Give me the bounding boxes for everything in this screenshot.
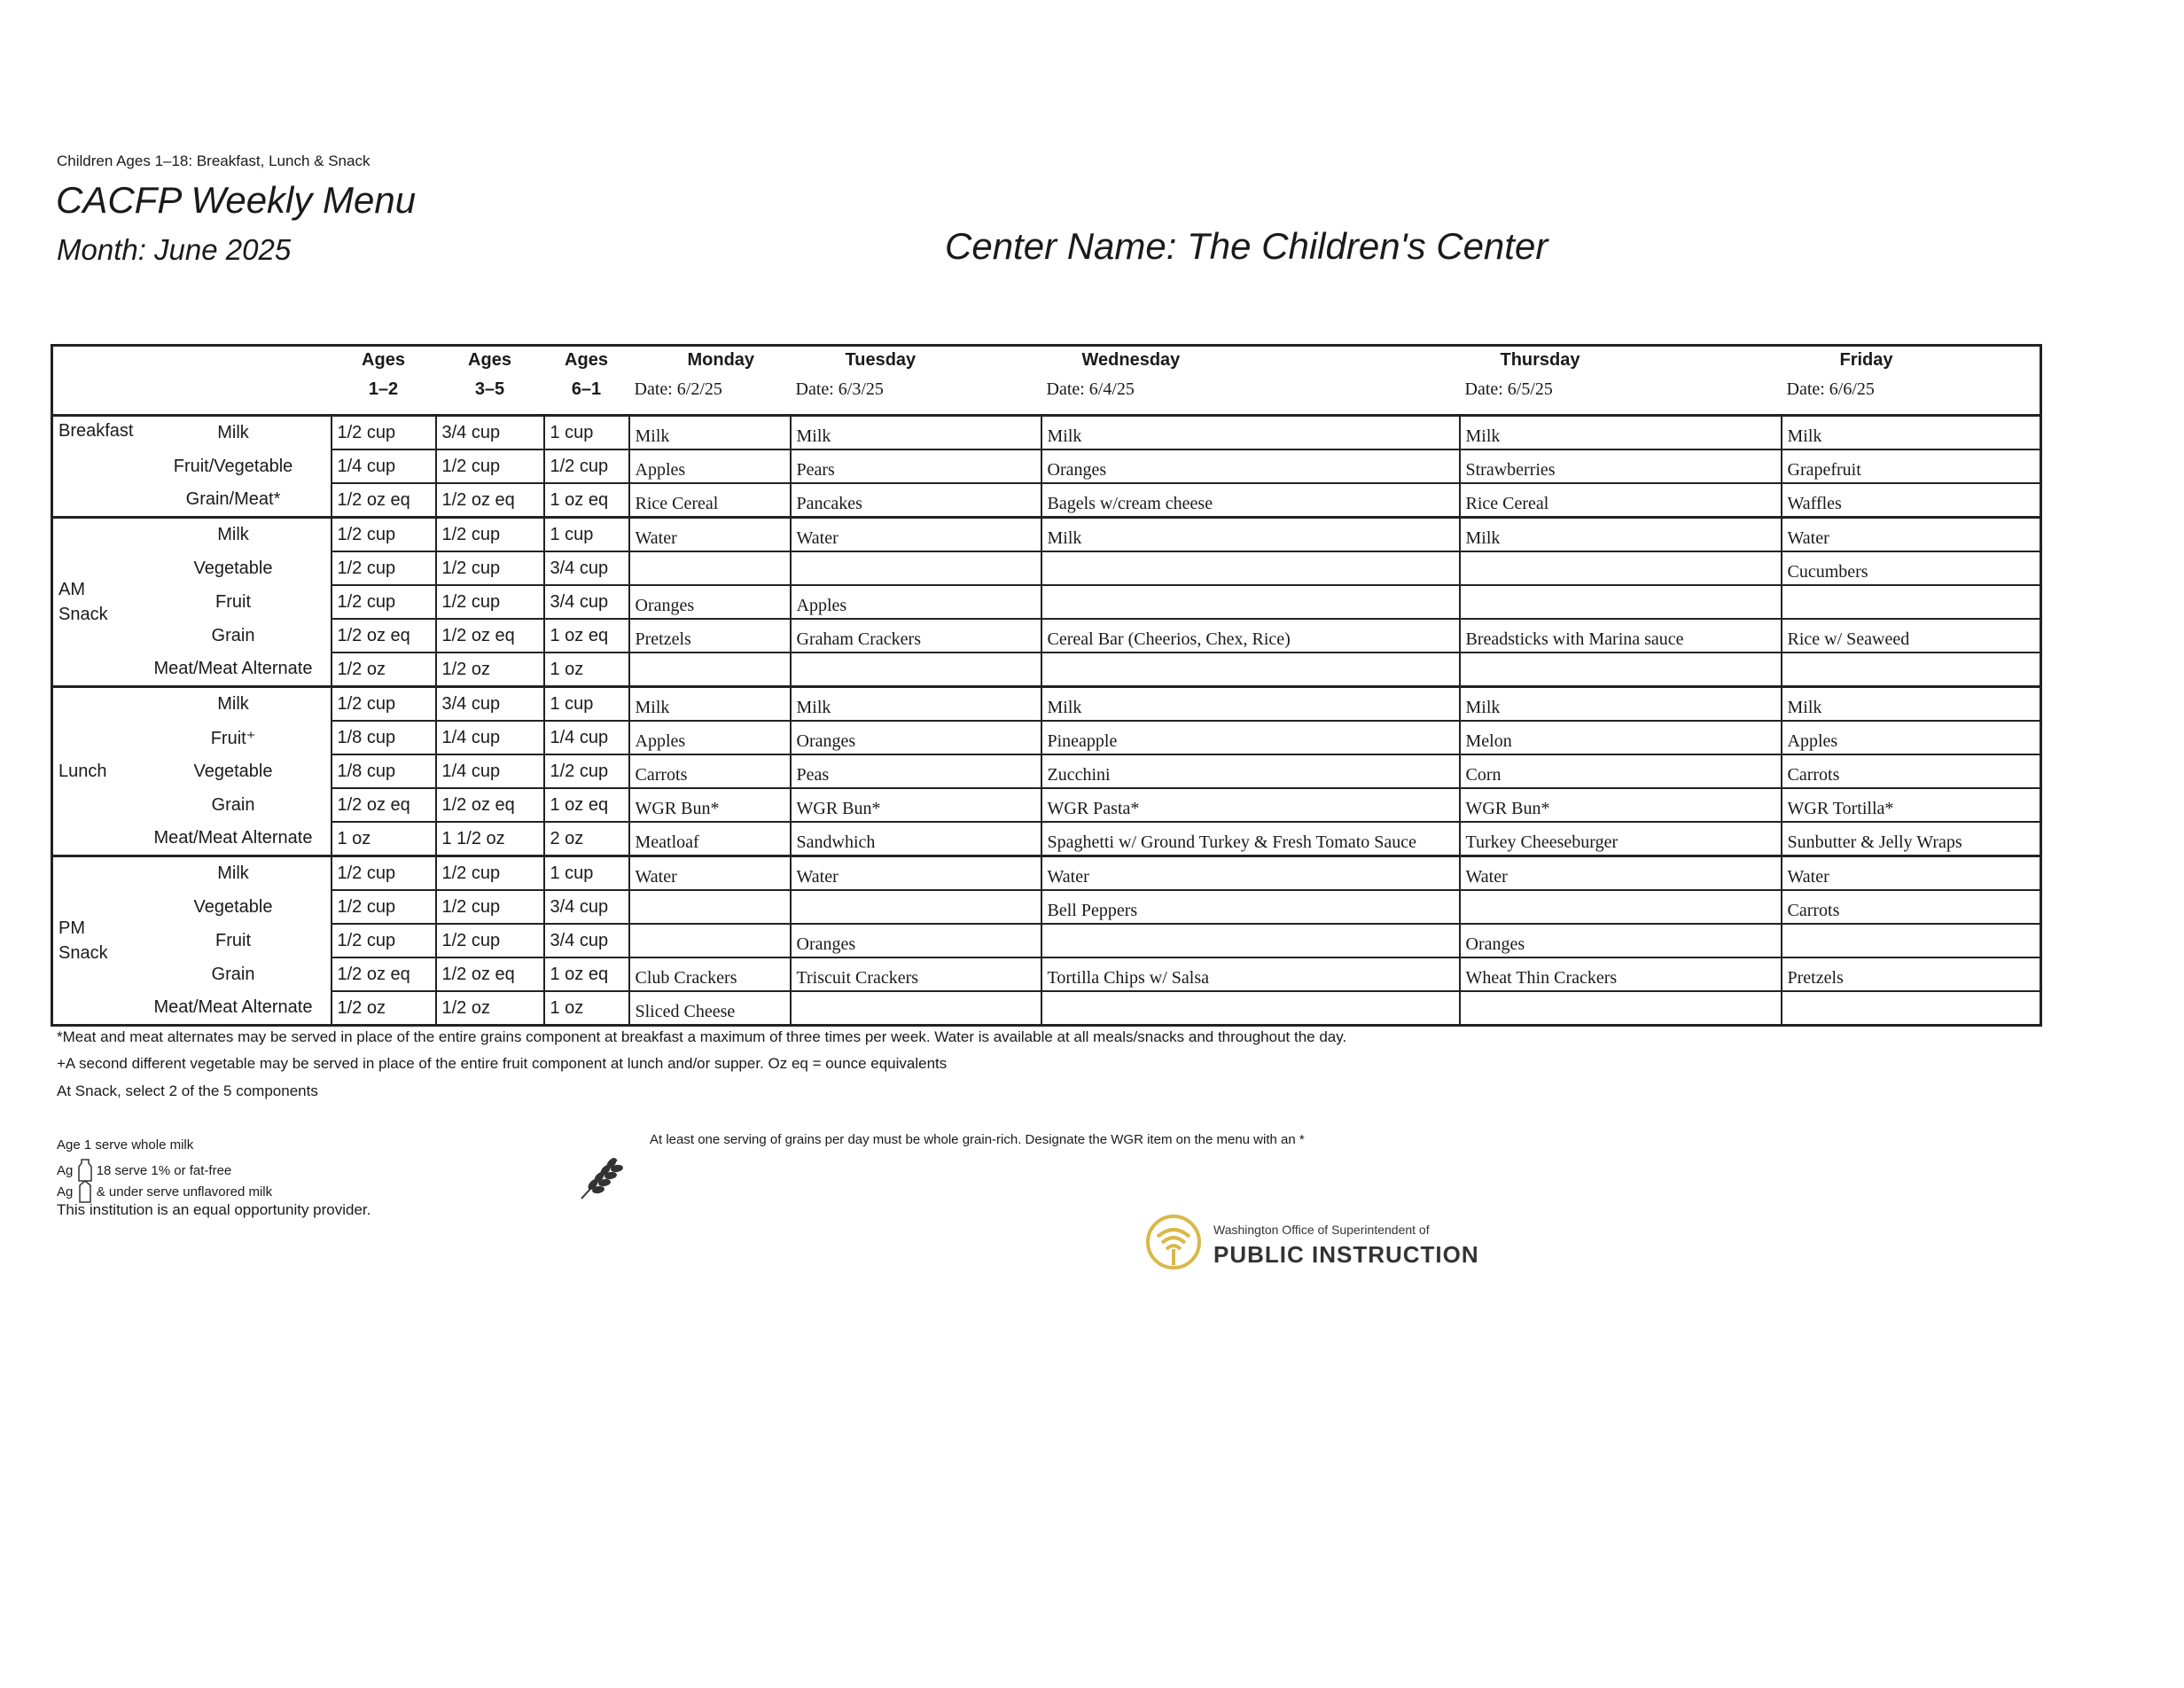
portion-cell: 1 oz eq xyxy=(544,483,629,518)
portion-cell: 1 cup xyxy=(544,518,629,552)
note-second-vegetable: +A second different vegetable may be served in place of the entire fruit component at lunch and/or supper. Oz eq = ounce equivalents xyxy=(57,1055,948,1072)
menu-item-cell xyxy=(1041,924,1460,957)
portion-cell: 1/2 cup xyxy=(332,687,436,722)
milk-note-age2: Ag 18 serve 1% or fat-free xyxy=(57,1159,231,1182)
subtitle: Children Ages 1–18: Breakfast, Lunch & Snack xyxy=(57,152,370,169)
menu-item-cell xyxy=(629,924,791,957)
portion-cell: 1 oz xyxy=(332,822,436,856)
table-row xyxy=(52,585,2041,619)
portion-cell: 1/2 cup xyxy=(332,585,436,619)
menu-item-cell: Waffles xyxy=(1782,483,2041,518)
menu-item-cell: WGR Bun* xyxy=(629,788,791,822)
portion-cell: 1/2 oz xyxy=(436,991,544,1026)
menu-item-cell xyxy=(1782,653,2041,687)
menu-item-cell: Oranges xyxy=(791,721,1041,754)
menu-item-cell: Triscuit Crackers xyxy=(791,957,1041,991)
table-row xyxy=(52,924,2041,957)
milk-note-age1: Age 1 serve whole milk xyxy=(57,1137,194,1153)
component-label: Fruit xyxy=(136,585,332,619)
menu-item-cell: Water xyxy=(791,856,1041,891)
milk-note-age3: Ag & under serve unflavored milk xyxy=(57,1180,272,1203)
menu-item-cell: Water xyxy=(1460,856,1782,891)
menu-table xyxy=(51,344,2042,1027)
menu-item-cell: Pretzels xyxy=(629,619,791,653)
menu-item-cell xyxy=(1460,991,1782,1026)
portion-cell: 2 oz xyxy=(544,822,629,856)
month-label: Month: June 2025 xyxy=(57,233,292,266)
portion-cell: 1/2 oz eq xyxy=(436,957,544,991)
equal-opportunity-note: This institution is an equal opportunity provider. xyxy=(57,1201,371,1218)
menu-item-cell: Club Crackers xyxy=(629,957,791,991)
menu-item-cell: Milk xyxy=(1041,687,1460,722)
menu-item-cell: Zucchini xyxy=(1041,754,1460,788)
portion-cell: 1 oz eq xyxy=(544,957,629,991)
menu-item-cell: Milk xyxy=(791,687,1041,722)
age-header: Ages 6–1 xyxy=(565,350,608,399)
menu-item-cell xyxy=(791,991,1041,1026)
menu-item-cell: WGR Pasta* xyxy=(1041,788,1460,822)
menu-item-cell: Oranges xyxy=(1041,449,1460,483)
menu-item-cell: Pears xyxy=(791,449,1041,483)
portion-cell: 1 1/2 oz xyxy=(436,822,544,856)
menu-item-cell: Milk xyxy=(629,416,791,450)
table-row xyxy=(52,653,2041,687)
portion-cell: 3/4 cup xyxy=(436,687,544,722)
table-row xyxy=(52,416,2041,450)
menu-item-cell: Water xyxy=(1782,518,2041,552)
menu-item-cell xyxy=(1782,924,2041,957)
portion-cell: 3/4 cup xyxy=(544,551,629,585)
portion-cell: 1 oz xyxy=(544,991,629,1026)
table-row xyxy=(52,449,2041,483)
menu-item-cell: Spaghetti w/ Ground Turkey & Fresh Tomato Sauce xyxy=(1041,822,1460,856)
menu-item-cell: Sliced Cheese xyxy=(629,991,791,1026)
menu-item-cell: Strawberries xyxy=(1460,449,1782,483)
menu-item-cell: Oranges xyxy=(1460,924,1782,957)
component-label: Meat/Meat Alternate xyxy=(136,991,332,1026)
portion-cell: 1/2 cup xyxy=(544,449,629,483)
table-header-row xyxy=(52,346,2041,416)
portion-cell: 1/2 cup xyxy=(332,924,436,957)
component-label: Meat/Meat Alternate xyxy=(136,822,332,856)
component-label: Vegetable xyxy=(136,754,332,788)
menu-item-cell: Water xyxy=(629,518,791,552)
table-row xyxy=(52,721,2041,754)
portion-cell: 1/2 cup xyxy=(332,518,436,552)
portion-cell: 1/2 cup xyxy=(436,585,544,619)
portion-cell: 1/2 cup xyxy=(436,449,544,483)
milk-carton-icon xyxy=(77,1180,93,1203)
portion-cell: 1/2 oz eq xyxy=(436,788,544,822)
portion-cell: 1/2 oz eq xyxy=(436,483,544,518)
menu-item-cell: Pineapple xyxy=(1041,721,1460,754)
menu-item-cell: Apples xyxy=(629,449,791,483)
wheat-icon xyxy=(576,1153,626,1202)
note-meat-alternate: *Meat and meat alternates may be served in place of the entire grains component at breakfast a maximum of three times per week. Water is available at all meals/snacks and throughout the day. xyxy=(57,1028,1347,1045)
menu-item-cell: Milk xyxy=(1460,518,1782,552)
menu-item-cell: Rice w/ Seaweed xyxy=(1782,619,2041,653)
portion-cell: 1/2 oz xyxy=(332,653,436,687)
portion-cell: 1 cup xyxy=(544,416,629,450)
portion-cell: 1/2 cup xyxy=(332,551,436,585)
menu-item-cell: Tortilla Chips w/ Salsa xyxy=(1041,957,1460,991)
table-row xyxy=(52,483,2041,518)
milk-bottle-icon xyxy=(77,1159,93,1182)
portion-cell: 1/2 cup xyxy=(544,754,629,788)
menu-item-cell: Milk xyxy=(1460,416,1782,450)
portion-cell: 3/4 cup xyxy=(544,890,629,924)
menu-item-cell: Apples xyxy=(791,585,1041,619)
menu-item-cell: Milk xyxy=(629,687,791,722)
portion-cell: 3/4 cup xyxy=(544,924,629,957)
portion-cell: 1/8 cup xyxy=(332,721,436,754)
portion-cell: 1/4 cup xyxy=(332,449,436,483)
portion-cell: 1/4 cup xyxy=(436,754,544,788)
portion-cell: 1/4 cup xyxy=(436,721,544,754)
portion-cell: 1 cup xyxy=(544,687,629,722)
component-label: Milk xyxy=(136,416,332,450)
table-row xyxy=(52,957,2041,991)
table-row xyxy=(52,619,2041,653)
menu-item-cell: Milk xyxy=(1460,687,1782,722)
table-row xyxy=(52,518,2041,552)
portion-cell: 1/2 cup xyxy=(436,924,544,957)
table-row xyxy=(52,687,2041,722)
menu-item-cell: Milk xyxy=(1041,518,1460,552)
menu-item-cell: Cereal Bar (Cheerios, Chex, Rice) xyxy=(1041,619,1460,653)
menu-item-cell xyxy=(1041,991,1460,1026)
age-header: Ages 1–2 xyxy=(362,350,405,399)
table-row xyxy=(52,754,2041,788)
day-header: Tuesday Date: 6/3/25 xyxy=(795,350,916,399)
menu-item-cell: Milk xyxy=(791,416,1041,450)
menu-item-cell xyxy=(1460,653,1782,687)
component-label: Milk xyxy=(136,856,332,891)
menu-item-cell xyxy=(1460,551,1782,585)
meal-label: PM Snack xyxy=(52,856,136,1026)
meal-label: AM Snack xyxy=(52,518,136,687)
page-title: CACFP Weekly Menu xyxy=(56,179,417,221)
menu-item-cell: Oranges xyxy=(791,924,1041,957)
menu-item-cell: Melon xyxy=(1460,721,1782,754)
ospi-logo-icon xyxy=(1145,1214,1202,1270)
menu-item-cell: Meatloaf xyxy=(629,822,791,856)
menu-item-cell: Carrots xyxy=(1782,890,2041,924)
portion-cell: 1/2 oz eq xyxy=(332,957,436,991)
menu-item-cell: Water xyxy=(1782,856,2041,891)
component-label: Fruit xyxy=(136,924,332,957)
portion-cell: 1/2 cup xyxy=(436,856,544,891)
portion-cell: 1/2 cup xyxy=(436,518,544,552)
menu-item-cell: Apples xyxy=(1782,721,2041,754)
component-label: Vegetable xyxy=(136,890,332,924)
component-label: Milk xyxy=(136,687,332,722)
portion-cell: 1/4 cup xyxy=(544,721,629,754)
menu-item-cell: Cucumbers xyxy=(1782,551,2041,585)
menu-item-cell: WGR Tortilla* xyxy=(1782,788,2041,822)
menu-item-cell xyxy=(791,551,1041,585)
menu-item-cell: Bell Peppers xyxy=(1041,890,1460,924)
menu-item-cell: Turkey Cheeseburger xyxy=(1460,822,1782,856)
menu-item-cell: Milk xyxy=(1782,416,2041,450)
portion-cell: 1 oz xyxy=(544,653,629,687)
portion-cell: 1/2 oz eq xyxy=(332,483,436,518)
component-label: Grain/Meat* xyxy=(136,483,332,518)
menu-item-cell: Wheat Thin Crackers xyxy=(1460,957,1782,991)
portion-cell: 3/4 cup xyxy=(544,585,629,619)
menu-item-cell: Carrots xyxy=(629,754,791,788)
portion-cell: 3/4 cup xyxy=(436,416,544,450)
component-label: Grain xyxy=(136,788,332,822)
day-header: Friday Date: 6/6/25 xyxy=(1786,350,1893,399)
whole-grain-note: At least one serving of grains per day must be whole grain-rich. Designate the WGR item on the menu with an * xyxy=(650,1132,1305,1147)
ospi-org-title: PUBLIC INSTRUCTION xyxy=(1213,1241,1479,1268)
menu-item-cell xyxy=(1782,991,2041,1026)
portion-cell: 1/2 oz eq xyxy=(332,619,436,653)
menu-item-cell: Carrots xyxy=(1782,754,2041,788)
age-header: Ages 3–5 xyxy=(468,350,511,399)
menu-item-cell: Water xyxy=(1041,856,1460,891)
menu-item-cell: Pancakes xyxy=(791,483,1041,518)
menu-item-cell xyxy=(1460,890,1782,924)
component-label: Grain xyxy=(136,619,332,653)
table-row xyxy=(52,551,2041,585)
menu-item-cell xyxy=(1041,585,1460,619)
day-header: Monday Date: 6/2/25 xyxy=(634,350,755,399)
menu-item-cell: Graham Crackers xyxy=(791,619,1041,653)
menu-item-cell xyxy=(791,653,1041,687)
table-row xyxy=(52,788,2041,822)
menu-item-cell xyxy=(629,653,791,687)
component-label: Fruit⁺ xyxy=(136,721,332,754)
menu-item-cell: Pretzels xyxy=(1782,957,2041,991)
portion-cell: 1 cup xyxy=(544,856,629,891)
menu-item-cell xyxy=(629,890,791,924)
menu-item-cell: Breadsticks with Marina sauce xyxy=(1460,619,1782,653)
component-label: Fruit/Vegetable xyxy=(136,449,332,483)
portion-cell: 1/2 cup xyxy=(436,551,544,585)
portion-cell: 1/2 cup xyxy=(332,416,436,450)
center-name: Center Name: The Children's Center xyxy=(945,225,1548,267)
menu-item-cell: Milk xyxy=(1782,687,2041,722)
portion-cell: 1/2 oz eq xyxy=(436,619,544,653)
table-row xyxy=(52,856,2041,891)
menu-item-cell: Sunbutter & Jelly Wraps xyxy=(1782,822,2041,856)
portion-cell: 1/8 cup xyxy=(332,754,436,788)
menu-item-cell xyxy=(1041,653,1460,687)
portion-cell: 1/2 cup xyxy=(332,856,436,891)
portion-cell: 1/2 oz xyxy=(332,991,436,1026)
menu-item-cell xyxy=(791,890,1041,924)
menu-item-cell: WGR Bun* xyxy=(1460,788,1782,822)
menu-item-cell xyxy=(629,551,791,585)
portion-cell: 1/2 cup xyxy=(332,890,436,924)
menu-item-cell: Corn xyxy=(1460,754,1782,788)
menu-item-cell: Rice Cereal xyxy=(629,483,791,518)
table-row xyxy=(52,991,2041,1026)
menu-item-cell: Bagels w/cream cheese xyxy=(1041,483,1460,518)
component-label: Grain xyxy=(136,957,332,991)
menu-item-cell xyxy=(1460,585,1782,619)
meal-label: Lunch xyxy=(52,687,136,856)
portion-cell: 1 oz eq xyxy=(544,619,629,653)
menu-item-cell xyxy=(1041,551,1460,585)
meal-label: Breakfast xyxy=(52,416,136,518)
day-header: Thursday Date: 6/5/25 xyxy=(1464,350,1580,399)
note-snack-components: At Snack, select 2 of the 5 components xyxy=(57,1082,318,1099)
menu-item-cell: WGR Bun* xyxy=(791,788,1041,822)
table-row xyxy=(52,822,2041,856)
menu-item-cell: Water xyxy=(791,518,1041,552)
component-label: Meat/Meat Alternate xyxy=(136,653,332,687)
component-label: Milk xyxy=(136,518,332,552)
portion-cell: 1/2 oz xyxy=(436,653,544,687)
component-label: Vegetable xyxy=(136,551,332,585)
menu-item-cell xyxy=(1782,585,2041,619)
menu-item-cell: Sandwhich xyxy=(791,822,1041,856)
menu-item-cell: Milk xyxy=(1041,416,1460,450)
day-header: Wednesday Date: 6/4/25 xyxy=(1046,350,1181,399)
portion-cell: 1/2 cup xyxy=(436,890,544,924)
portion-cell: 1/2 oz eq xyxy=(332,788,436,822)
menu-item-cell: Water xyxy=(629,856,791,891)
ospi-org-name: Washington Office of Superintendent of xyxy=(1213,1223,1430,1237)
table-row xyxy=(52,890,2041,924)
menu-item-cell: Rice Cereal xyxy=(1460,483,1782,518)
menu-item-cell: Apples xyxy=(629,721,791,754)
portion-cell: 1 oz eq xyxy=(544,788,629,822)
menu-item-cell: Oranges xyxy=(629,585,791,619)
menu-item-cell: Peas xyxy=(791,754,1041,788)
menu-item-cell: Grapefruit xyxy=(1782,449,2041,483)
